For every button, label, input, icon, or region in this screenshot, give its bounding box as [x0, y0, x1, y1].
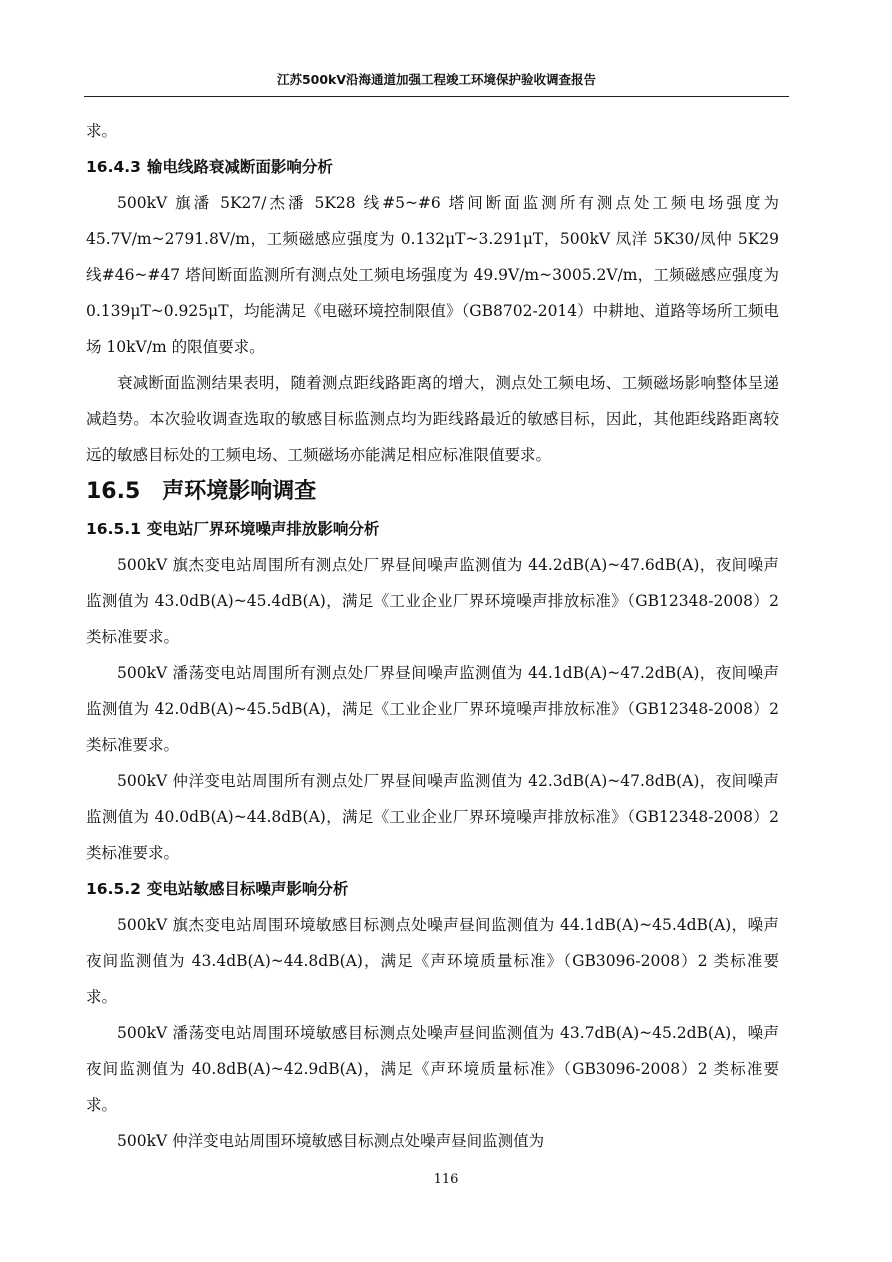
paragraph: 500kV 仲洋变电站周围所有测点处厂界昼间噪声监测值为 42.3dB(A)~47.8dB(A)，夜间噪声监测值为 40.0dB(A)~44.8dB(A)，满足《工业企业厂界环境噪声排放标准》（GB12348-2008）2 类标准要求。: [86, 772, 779, 862]
section-number: 16.5.1: [86, 520, 141, 538]
paragraph: 500kV 旗杰变电站周围环境敏感目标测点处噪声昼间监测值为 44.1dB(A)~45.4dB(A)，噪声夜间监测值为 43.4dB(A)~44.8dB(A)，满足《声环境质量标准》（GB3096-2008）2 类标准要求。: [86, 916, 779, 1006]
section-title: 变电站敏感目标噪声影响分析: [146, 880, 349, 898]
section-heading-16-5-1: [86, 511, 779, 547]
section-heading-16-5: [86, 473, 779, 511]
page-number: 116: [433, 1172, 459, 1187]
section-number: 16.4.3: [86, 158, 141, 176]
section-title: 输电线路衰减断面影响分析: [146, 158, 333, 176]
paragraph: 500kV 旗杰变电站周围所有测点处厂界昼间噪声监测值为 44.2dB(A)~47.6dB(A)，夜间噪声监测值为 43.0dB(A)~45.4dB(A)，满足《工业企业厂界环境噪声排放标准》（GB12348-2008）2 类标准要求。: [86, 556, 779, 646]
page-body: [86, 113, 779, 1159]
section-number: 16.5: [86, 479, 141, 504]
paragraph: 500kV 潘荡变电站周围所有测点处厂界昼间噪声监测值为 44.1dB(A)~47.2dB(A)，夜间噪声监测值为 42.0dB(A)~45.5dB(A)，满足《工业企业厂界环境噪声排放标准》（GB12348-2008）2 类标准要求。: [86, 664, 779, 754]
section-number: 16.5.2: [86, 880, 141, 898]
section-heading-16-4-3: [86, 149, 779, 185]
header-divider: [84, 96, 789, 97]
paragraph: 500kV 旗潘 5K27/杰潘 5K28 线#5~#6 塔间断面监测所有测点处工频电场强度为 45.7V/m~2791.8V/m，工频磁感应强度为 0.132μT~3.291μT，500kV 凤洋 5K30/凤仲 5K29 线#46~#47 塔间断面监测所有测点处工频电场强度为 49.9V/m~3005.2V/m，工频磁感应强度为 0.139μT~0.925μT，均能满足《电磁环境控制限值》（GB8702-2014）中耕地、道路等场所工频电场 10kV/m 的限值要求。: [86, 194, 779, 356]
running-header: 江苏500kV沿海通道加强工程竣工环境保护验收调查报告: [276, 72, 597, 87]
section-title: 变电站厂界环境噪声排放影响分析: [146, 520, 380, 538]
section-title: 声环境影响调查: [162, 479, 317, 504]
continuation-text: 求。: [86, 122, 118, 140]
section-heading-16-5-2: [86, 871, 779, 907]
paragraph: 衰减断面监测结果表明，随着测点距线路距离的增大，测点处工频电场、工频磁场影响整体呈递减趋势。本次验收调查选取的敏感目标监测点均为距线路最近的敏感目标，因此，其他距线路距离较远的敏感目标处的工频电场、工频磁场亦能满足相应标准限值要求。: [86, 374, 779, 464]
paragraph: 500kV 仲洋变电站周围环境敏感目标测点处噪声昼间监测值为: [117, 1132, 545, 1150]
paragraph: 500kV 潘荡变电站周围环境敏感目标测点处噪声昼间监测值为 43.7dB(A)~45.2dB(A)，噪声夜间监测值为 40.8dB(A)~42.9dB(A)，满足《声环境质量标准》（GB3096-2008）2 类标准要求。: [86, 1024, 779, 1114]
